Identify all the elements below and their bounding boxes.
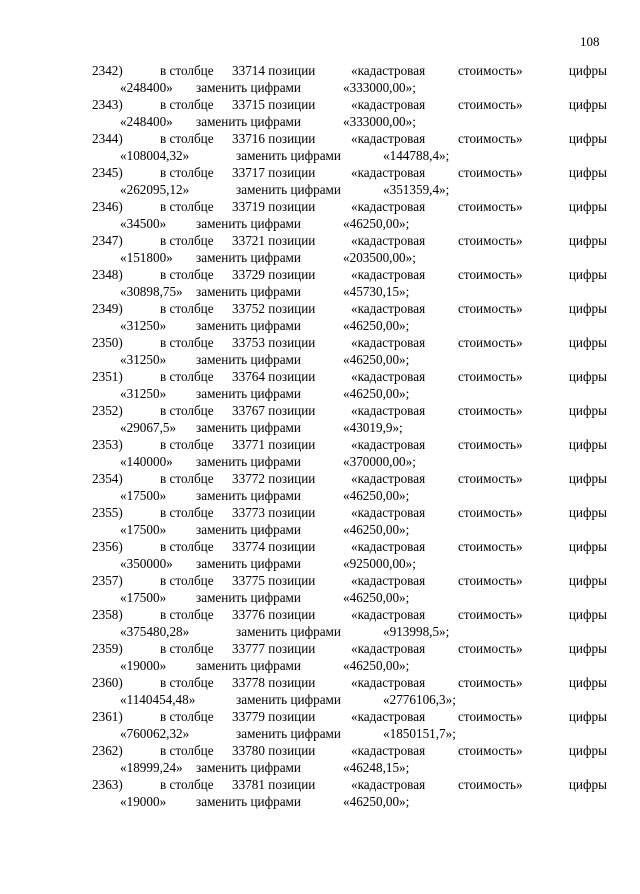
value-text: стоимость» (458, 369, 523, 384)
digits-text: цифры (568, 539, 607, 554)
value-text: стоимость» (458, 403, 523, 418)
entry-number: 2342) (92, 63, 123, 78)
replace-text: заменить цифрами (196, 352, 301, 367)
entry-line-2 (92, 657, 607, 674)
entry-line-1 (92, 402, 607, 419)
entry-line-2 (92, 113, 607, 130)
entry-line-2 (92, 589, 607, 606)
digits-text: цифры (568, 709, 607, 724)
new-value: «2776106,3»; (383, 692, 456, 707)
amendment-entry (92, 708, 607, 742)
in-column-text: в столбце (160, 63, 214, 78)
cadastral-text: «кадастровая (351, 777, 426, 792)
in-column-text: в столбце (160, 267, 214, 282)
in-column-text: в столбце (160, 641, 214, 656)
value-text: стоимость» (458, 165, 523, 180)
amendment-entry (92, 368, 607, 402)
digits-text: цифры (568, 573, 607, 588)
cadastral-text: «кадастровая (351, 233, 426, 248)
entry-number: 2363) (92, 777, 123, 792)
new-value: «370000,00»; (343, 454, 416, 469)
in-column-text: в столбце (160, 131, 214, 146)
entry-line-2 (92, 215, 607, 232)
entry-line-2 (92, 249, 607, 266)
replace-text: заменить цифрами (196, 386, 301, 401)
value-text: стоимость» (458, 539, 523, 554)
position-code: 33781 позиции (232, 777, 316, 792)
digits-text: цифры (568, 267, 607, 282)
new-value: «925000,00»; (343, 556, 416, 571)
digits-text: цифры (568, 471, 607, 486)
replace-text: заменить цифрами (196, 80, 301, 95)
position-code: 33753 позиции (232, 335, 316, 350)
digits-text: цифры (568, 199, 607, 214)
position-code: 33764 позиции (232, 369, 316, 384)
cadastral-text: «кадастровая (351, 63, 426, 78)
position-code: 33714 позиции (232, 63, 316, 78)
amendment-entry (92, 538, 607, 572)
new-value: «351359,4»; (383, 182, 450, 197)
new-value: «46250,00»; (343, 658, 410, 673)
in-column-text: в столбце (160, 675, 214, 690)
entry-line-1 (92, 674, 607, 691)
entry-line-1 (92, 742, 607, 759)
entry-line-1 (92, 708, 607, 725)
entry-number: 2345) (92, 165, 123, 180)
entry-line-2 (92, 555, 607, 572)
digits-text: цифры (568, 63, 607, 78)
old-value: «375480,28» (120, 624, 190, 639)
amendment-entry (92, 742, 607, 776)
new-value: «203500,00»; (343, 250, 416, 265)
old-value: «17500» (120, 488, 167, 503)
new-value: «1850151,7»; (383, 726, 456, 741)
value-text: стоимость» (458, 607, 523, 622)
position-code: 33729 позиции (232, 267, 316, 282)
entry-line-2 (92, 487, 607, 504)
cadastral-text: «кадастровая (351, 267, 426, 282)
value-text: стоимость» (458, 233, 523, 248)
entry-line-1 (92, 334, 607, 351)
value-text: стоимость» (458, 437, 523, 452)
in-column-text: в столбце (160, 709, 214, 724)
replace-text: заменить цифрами (196, 794, 301, 809)
in-column-text: в столбце (160, 437, 214, 452)
value-text: стоимость» (458, 301, 523, 316)
replace-text: заменить цифрами (196, 590, 301, 605)
entry-line-2 (92, 317, 607, 334)
position-code: 33771 позиции (232, 437, 316, 452)
value-text: стоимость» (458, 675, 523, 690)
amendment-entry (92, 776, 607, 810)
digits-text: цифры (568, 165, 607, 180)
entry-number: 2358) (92, 607, 123, 622)
entry-line-1 (92, 436, 607, 453)
entry-line-2 (92, 453, 607, 470)
cadastral-text: «кадастровая (351, 199, 426, 214)
old-value: «262095,12» (120, 182, 190, 197)
old-value: «1140454,48» (120, 692, 196, 707)
position-code: 33752 позиции (232, 301, 316, 316)
cadastral-text: «кадастровая (351, 641, 426, 656)
value-text: стоимость» (458, 573, 523, 588)
cadastral-text: «кадастровая (351, 573, 426, 588)
digits-text: цифры (568, 131, 607, 146)
position-code: 33767 позиции (232, 403, 316, 418)
cadastral-text: «кадастровая (351, 675, 426, 690)
value-text: стоимость» (458, 97, 523, 112)
old-value: «30898,75» (120, 284, 183, 299)
old-value: «31250» (120, 352, 167, 367)
digits-text: цифры (568, 233, 607, 248)
value-text: стоимость» (458, 641, 523, 656)
amendment-entry (92, 572, 607, 606)
new-value: «46250,00»; (343, 522, 410, 537)
entry-line-2 (92, 521, 607, 538)
entry-line-2 (92, 385, 607, 402)
digits-text: цифры (568, 505, 607, 520)
value-text: стоимость» (458, 505, 523, 520)
value-text: стоимость» (458, 199, 523, 214)
entry-number: 2346) (92, 199, 123, 214)
cadastral-text: «кадастровая (351, 403, 426, 418)
in-column-text: в столбце (160, 573, 214, 588)
in-column-text: в столбце (160, 165, 214, 180)
old-value: «350000» (120, 556, 173, 571)
old-value: «29067,5» (120, 420, 177, 435)
amendment-entry (92, 62, 607, 96)
old-value: «19000» (120, 658, 167, 673)
entry-line-1 (92, 470, 607, 487)
old-value: «17500» (120, 522, 167, 537)
amendment-entry (92, 96, 607, 130)
in-column-text: в столбце (160, 505, 214, 520)
entry-number: 2344) (92, 131, 123, 146)
position-code: 33777 позиции (232, 641, 316, 656)
position-code: 33773 позиции (232, 505, 316, 520)
entry-number: 2361) (92, 709, 123, 724)
in-column-text: в столбце (160, 199, 214, 214)
replace-text: заменить цифрами (236, 182, 341, 197)
in-column-text: в столбце (160, 471, 214, 486)
in-column-text: в столбце (160, 607, 214, 622)
in-column-text: в столбце (160, 403, 214, 418)
entry-line-1 (92, 572, 607, 589)
old-value: «31250» (120, 318, 167, 333)
new-value: «46248,15»; (343, 760, 410, 775)
digits-text: цифры (568, 675, 607, 690)
entry-line-1 (92, 368, 607, 385)
entry-line-2 (92, 419, 607, 436)
value-text: стоимость» (458, 63, 523, 78)
entry-line-2 (92, 181, 607, 198)
new-value: «333000,00»; (343, 80, 416, 95)
replace-text: заменить цифрами (196, 454, 301, 469)
entry-line-1 (92, 776, 607, 793)
cadastral-text: «кадастровая (351, 301, 426, 316)
entry-number: 2347) (92, 233, 123, 248)
position-code: 33780 позиции (232, 743, 316, 758)
cadastral-text: «кадастровая (351, 471, 426, 486)
entry-number: 2360) (92, 675, 123, 690)
replace-text: заменить цифрами (196, 216, 301, 231)
cadastral-text: «кадастровая (351, 131, 426, 146)
amendment-entry (92, 164, 607, 198)
digits-text: цифры (568, 743, 607, 758)
amendment-entry (92, 470, 607, 504)
value-text: стоимость» (458, 743, 523, 758)
old-value: «140000» (120, 454, 173, 469)
position-code: 33716 позиции (232, 131, 316, 146)
old-value: «248400» (120, 80, 173, 95)
digits-text: цифры (568, 97, 607, 112)
cadastral-text: «кадастровая (351, 165, 426, 180)
cadastral-text: «кадастровая (351, 97, 426, 112)
entry-line-2 (92, 147, 607, 164)
entry-number: 2356) (92, 539, 123, 554)
position-code: 33779 позиции (232, 709, 316, 724)
digits-text: цифры (568, 301, 607, 316)
entry-line-1 (92, 232, 607, 249)
entry-line-1 (92, 62, 607, 79)
old-value: «760062,32» (120, 726, 190, 741)
entry-number: 2362) (92, 743, 123, 758)
old-value: «17500» (120, 590, 167, 605)
value-text: стоимость» (458, 335, 523, 350)
amendment-entry (92, 130, 607, 164)
amendment-entry (92, 232, 607, 266)
entry-number: 2355) (92, 505, 123, 520)
amendment-entry (92, 198, 607, 232)
replace-text: заменить цифрами (196, 760, 301, 775)
in-column-text: в столбце (160, 301, 214, 316)
position-code: 33775 позиции (232, 573, 316, 588)
amendment-entry (92, 640, 607, 674)
entry-line-1 (92, 606, 607, 623)
entry-number: 2354) (92, 471, 123, 486)
position-code: 33778 позиции (232, 675, 316, 690)
entry-number: 2352) (92, 403, 123, 418)
new-value: «46250,00»; (343, 318, 410, 333)
value-text: стоимость» (458, 131, 523, 146)
entry-line-1 (92, 640, 607, 657)
entry-line-2 (92, 623, 607, 640)
old-value: «34500» (120, 216, 167, 231)
digits-text: цифры (568, 777, 607, 792)
value-text: стоимость» (458, 471, 523, 486)
new-value: «333000,00»; (343, 114, 416, 129)
entry-number: 2357) (92, 573, 123, 588)
position-code: 33774 позиции (232, 539, 316, 554)
in-column-text: в столбце (160, 369, 214, 384)
entry-line-1 (92, 96, 607, 113)
page-number: 108 (580, 34, 600, 49)
entry-line-2 (92, 793, 607, 810)
entry-line-1 (92, 130, 607, 147)
entry-line-2 (92, 691, 607, 708)
entry-number: 2349) (92, 301, 123, 316)
value-text: стоимость» (458, 267, 523, 282)
replace-text: заменить цифрами (196, 522, 301, 537)
digits-text: цифры (568, 437, 607, 452)
old-value: «151800» (120, 250, 173, 265)
cadastral-text: «кадастровая (351, 539, 426, 554)
digits-text: цифры (568, 403, 607, 418)
entry-number: 2343) (92, 97, 123, 112)
value-text: стоимость» (458, 777, 523, 792)
replace-text: заменить цифрами (196, 420, 301, 435)
entry-number: 2350) (92, 335, 123, 350)
new-value: «913998,5»; (383, 624, 450, 639)
old-value: «19000» (120, 794, 167, 809)
entry-line-1 (92, 266, 607, 283)
position-code: 33719 позиции (232, 199, 316, 214)
digits-text: цифры (568, 369, 607, 384)
new-value: «46250,00»; (343, 352, 410, 367)
entry-line-2 (92, 351, 607, 368)
replace-text: заменить цифрами (196, 556, 301, 571)
in-column-text: в столбце (160, 335, 214, 350)
cadastral-text: «кадастровая (351, 709, 426, 724)
cadastral-text: «кадастровая (351, 335, 426, 350)
position-code: 33721 позиции (232, 233, 316, 248)
old-value: «108004,32» (120, 148, 190, 163)
replace-text: заменить цифрами (196, 658, 301, 673)
entry-number: 2353) (92, 437, 123, 452)
position-code: 33715 позиции (232, 97, 316, 112)
replace-text: заменить цифрами (196, 284, 301, 299)
entry-number: 2359) (92, 641, 123, 656)
new-value: «46250,00»; (343, 488, 410, 503)
amendment-entry (92, 436, 607, 470)
entry-line-1 (92, 504, 607, 521)
position-code: 33717 позиции (232, 165, 316, 180)
in-column-text: в столбце (160, 539, 214, 554)
replace-text: заменить цифрами (196, 114, 301, 129)
replace-text: заменить цифрами (196, 488, 301, 503)
amendment-entry (92, 606, 607, 640)
old-value: «18999,24» (120, 760, 183, 775)
new-value: «43019,9»; (343, 420, 403, 435)
amendment-entry (92, 266, 607, 300)
position-code: 33772 позиции (232, 471, 316, 486)
in-column-text: в столбце (160, 743, 214, 758)
value-text: стоимость» (458, 709, 523, 724)
amendment-entry (92, 504, 607, 538)
cadastral-text: «кадастровая (351, 505, 426, 520)
digits-text: цифры (568, 335, 607, 350)
entry-line-1 (92, 538, 607, 555)
entry-line-1 (92, 164, 607, 181)
amendment-entry (92, 674, 607, 708)
cadastral-text: «кадастровая (351, 743, 426, 758)
in-column-text: в столбце (160, 97, 214, 112)
replace-text: заменить цифрами (236, 726, 341, 741)
replace-text: заменить цифрами (196, 318, 301, 333)
digits-text: цифры (568, 607, 607, 622)
in-column-text: в столбце (160, 233, 214, 248)
entry-line-1 (92, 300, 607, 317)
entry-line-2 (92, 283, 607, 300)
replace-text: заменить цифрами (236, 624, 341, 639)
entry-line-2 (92, 759, 607, 776)
in-column-text: в столбце (160, 777, 214, 792)
entry-line-1 (92, 198, 607, 215)
position-code: 33776 позиции (232, 607, 316, 622)
replace-text: заменить цифрами (196, 250, 301, 265)
digits-text: цифры (568, 641, 607, 656)
cadastral-text: «кадастровая (351, 369, 426, 384)
new-value: «46250,00»; (343, 794, 410, 809)
new-value: «144788,4»; (383, 148, 450, 163)
replace-text: заменить цифрами (236, 692, 341, 707)
amendment-entry (92, 300, 607, 334)
new-value: «46250,00»; (343, 590, 410, 605)
amendment-entry (92, 402, 607, 436)
new-value: «46250,00»; (343, 216, 410, 231)
entry-line-2 (92, 725, 607, 742)
new-value: «46250,00»; (343, 386, 410, 401)
replace-text: заменить цифрами (236, 148, 341, 163)
old-value: «31250» (120, 386, 167, 401)
entry-line-2 (92, 79, 607, 96)
cadastral-text: «кадастровая (351, 607, 426, 622)
old-value: «248400» (120, 114, 173, 129)
cadastral-text: «кадастровая (351, 437, 426, 452)
entry-number: 2351) (92, 369, 123, 384)
amendment-list (92, 62, 607, 810)
entry-number: 2348) (92, 267, 123, 282)
new-value: «45730,15»; (343, 284, 410, 299)
amendment-entry (92, 334, 607, 368)
